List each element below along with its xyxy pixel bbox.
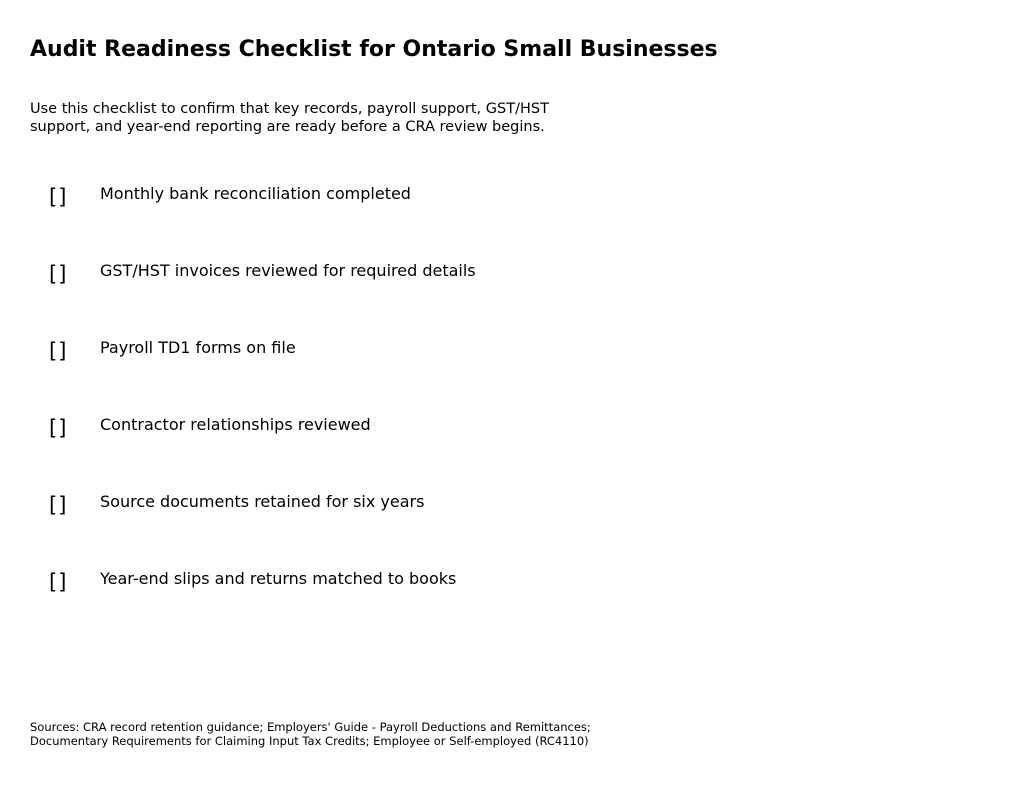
intro-line-1: Use this checklist to confirm that key records, payroll support, GST/HST	[30, 101, 549, 117]
checklist-item-label: GST/HST invoices reviewed for required details	[100, 261, 476, 280]
checklist-item-label: Payroll TD1 forms on file	[100, 338, 296, 357]
checklist-item-year-end-slips	[0, 569, 900, 599]
sources-footnote	[30, 721, 591, 748]
checklist-item-label: Source documents retained for six years	[100, 492, 425, 511]
checkbox-placeholder: []	[49, 570, 68, 594]
intro-paragraph	[30, 100, 650, 136]
checklist-item-gst-hst-invoices	[0, 261, 900, 291]
intro-line-2: support, and year-end reporting are ready before a CRA review begins.	[30, 119, 545, 135]
sources-line-2: Documentary Requirements for Claiming Input Tax Credits; Employee or Self-employed (RC4110)	[30, 733, 589, 748]
sources-line-1: Sources: CRA record retention guidance; Employers' Guide - Payroll Deductions and Remittances;	[30, 720, 591, 734]
checklist-item-label: Contractor relationships reviewed	[100, 415, 371, 434]
checkbox-placeholder: []	[49, 493, 68, 517]
checkbox-placeholder: []	[49, 262, 68, 286]
checkbox-placeholder: []	[49, 339, 68, 363]
checklist-item-label: Year-end slips and returns matched to books	[100, 569, 457, 588]
checklist-item-payroll-td1	[0, 338, 900, 368]
checklist-item-source-documents	[0, 492, 900, 522]
checkbox-placeholder: []	[49, 416, 68, 440]
checklist-item-bank-reconciliation	[0, 184, 900, 214]
checklist-item-label: Monthly bank reconciliation completed	[100, 184, 411, 203]
checklist-item-contractor-relationships	[0, 415, 900, 445]
checkbox-placeholder: []	[49, 185, 68, 209]
page-title: Audit Readiness Checklist for Ontario Small Businesses	[30, 37, 718, 62]
